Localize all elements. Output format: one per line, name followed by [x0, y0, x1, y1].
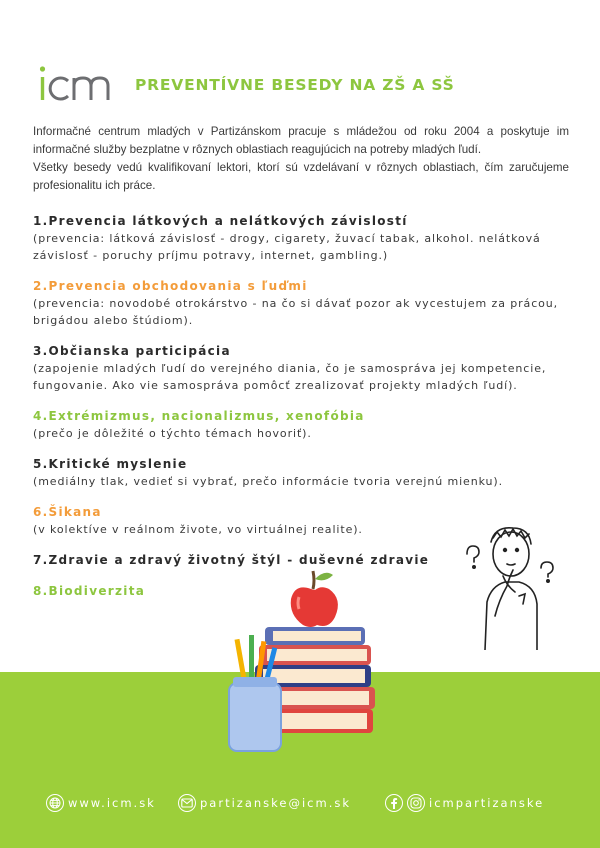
topic-title: 4.Extrémizmus, nacionalizmus, xenofóbia	[33, 409, 365, 423]
website-link[interactable]: www.icm.sk	[68, 796, 156, 810]
books-apple-illustration	[225, 565, 395, 755]
email-link[interactable]: partizanske@icm.sk	[200, 796, 351, 810]
topic-description: (zapojenie mladých ľudí do verejného diania, čo je samospráva jej kompetencie, fungovanie. Ako vie samospráva pomôcť zrealizovať projekty mladých ľudí).	[33, 362, 547, 392]
footer	[0, 790, 600, 820]
intro-paragraph-1: Informačné centrum mladých v Partizánskom pracuje s mládežou od roku 2004 a poskytuje im informačné služby bezplatne v rôznych oblastiach reagujúcich na potreby mladých ľudí.	[33, 125, 569, 156]
globe-icon	[46, 794, 64, 812]
topic-title: 2.Prevencia obchodovania s ľuďmi	[33, 279, 308, 293]
topic-description: (mediálny tlak, vedieť si vybrať, prečo informácie tvoria verejnú mienku).	[33, 475, 503, 488]
mail-icon	[178, 794, 196, 812]
social-handle[interactable]: icmpartizanske	[429, 796, 545, 810]
topic-item-4	[33, 408, 573, 442]
instagram-icon[interactable]	[407, 794, 425, 812]
footer-email[interactable]	[178, 794, 351, 812]
topic-description: (prečo je dôležité o týchto témach hovoriť).	[33, 427, 312, 440]
topic-title: 7.Zdravie a zdravý životný štýl - duševné zdravie	[33, 553, 430, 567]
topic-description: (v kolektíve v reálnom živote, vo virtuálnej realite).	[33, 523, 363, 536]
facebook-icon[interactable]	[385, 794, 403, 812]
footer-social[interactable]	[385, 794, 544, 812]
thinking-boy-illustration	[455, 520, 565, 650]
page-title: PREVENTÍVNE BESEDY NA ZŠ A SŠ	[135, 76, 455, 94]
topic-title: 5.Kritické myslenie	[33, 457, 188, 471]
topic-title: 1.Prevencia látkových a nelátkových závislostí	[33, 214, 408, 228]
topic-item-1	[33, 213, 573, 264]
topic-item-3	[33, 343, 573, 394]
intro-paragraph-2: Všetky besedy vedú kvalifikovaní lektori, ktorí sú vzdelávaní v rôznych oblastiach, čím zaručujeme profesionalitu ich práce.	[33, 161, 569, 192]
topic-title: 3.Občianska participácia	[33, 344, 231, 358]
topic-title: 8.Biodiverzita	[33, 584, 146, 598]
footer-website[interactable]	[46, 794, 156, 812]
header	[38, 64, 578, 108]
topic-item-5	[33, 456, 573, 490]
topic-description: (prevencia: látková závislosť - drogy, cigarety, žuvací tabak, alkohol. nelátková závislosť - poruchy príjmu potravy, internet, gambling.)	[33, 232, 541, 262]
topic-description: (prevencia: novodobé otrokárstvo - na čo si dávať pozor ak vycestujem za prácou, brigádou alebo štúdiom).	[33, 297, 559, 327]
topic-title: 6.Šikana	[33, 505, 102, 519]
icm-logo	[38, 64, 118, 104]
intro-text	[33, 123, 569, 195]
topic-item-2	[33, 278, 573, 329]
